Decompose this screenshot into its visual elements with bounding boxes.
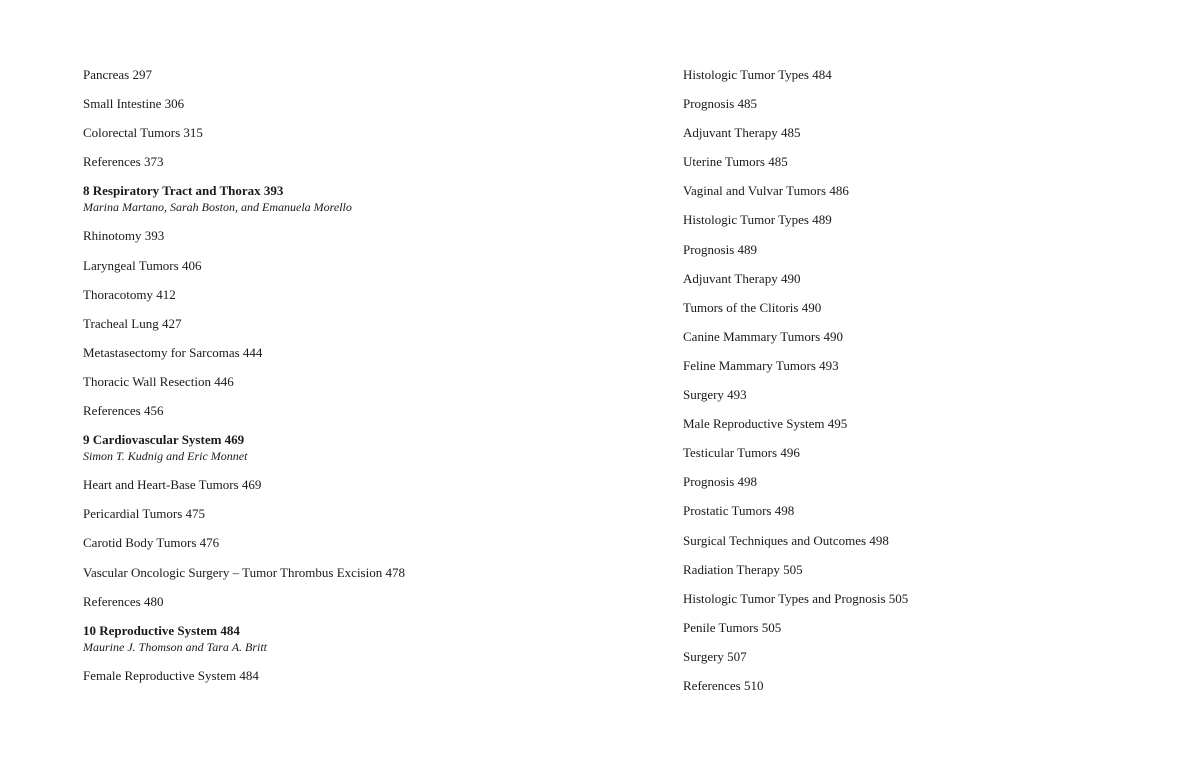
toc-chapter-heading (83, 183, 603, 215)
toc-entry: Pericardial Tumors 475 (83, 506, 206, 522)
toc-chapter-heading (83, 623, 603, 655)
toc-entry: Uterine Tumors 485 (683, 154, 788, 170)
toc-entry: Adjuvant Therapy 490 (683, 270, 801, 286)
toc-entry: Prostatic Tumors 498 (683, 503, 795, 519)
toc-entry: Prognosis 498 (683, 474, 758, 490)
toc-entry: Laryngeal Tumors 406 (83, 257, 202, 273)
toc-entry: Rhinotomy 393 (83, 228, 165, 244)
toc-entry: Tracheal Lung 427 (83, 315, 182, 331)
toc-entry: Adjuvant Therapy 485 (683, 125, 801, 141)
toc-entry: Penile Tumors 505 (683, 619, 782, 635)
chapter-title: 8 Respiratory Tract and Thorax 393 (83, 183, 284, 199)
chapter-authors: Marina Martano, Sarah Boston, and Emanuela Morello (83, 200, 352, 215)
toc-entry: Histologic Tumor Types 484 (683, 67, 832, 82)
toc-entry: Heart and Heart-Base Tumors 469 (83, 477, 262, 493)
toc-entry: References 456 (83, 403, 164, 419)
chapter-authors: Simon T. Kudnig and Eric Monnet (83, 449, 248, 464)
toc-left-column (83, 67, 603, 697)
toc-entry: References 373 (83, 154, 164, 170)
toc-entry: Prognosis 489 (683, 241, 758, 257)
toc-entry: Tumors of the Clitoris 490 (683, 299, 822, 315)
toc-entry: Testicular Tumors 496 (683, 445, 800, 461)
toc-entry: Surgery 493 (683, 387, 747, 403)
toc-entry: Thoracic Wall Resection 446 (83, 373, 234, 389)
toc-entry: Canine Mammary Tumors 490 (683, 328, 843, 344)
toc-entry: Female Reproductive System 484 (83, 667, 259, 683)
toc-entry: Colorectal Tumors 315 (83, 125, 203, 141)
toc-entry: Small Intestine 306 (83, 96, 185, 112)
toc-entry: Metastasectomy for Sarcomas 444 (83, 344, 263, 360)
toc-entry: Surgery 507 (683, 648, 747, 664)
toc-entry: Prognosis 485 (683, 96, 758, 112)
chapter-title: 9 Cardiovascular System 469 (83, 432, 245, 448)
toc-entry: Carotid Body Tumors 476 (83, 535, 220, 551)
toc-chapter-heading (83, 432, 603, 464)
chapter-authors: Maurine J. Thomson and Tara A. Britt (83, 639, 268, 654)
toc-entry: References 510 (683, 677, 764, 693)
chapter-title: 10 Reproductive System 484 (83, 622, 240, 638)
toc-entry: Radiation Therapy 505 (683, 561, 803, 577)
toc-entry: Male Reproductive System 495 (683, 416, 848, 432)
toc-entry: Histologic Tumor Types 489 (683, 212, 832, 228)
toc-entry: Vascular Oncologic Surgery – Tumor Thrombus Excision 478 (83, 564, 405, 580)
toc-right-column (683, 67, 1200, 707)
toc-entry: Pancreas 297 (83, 67, 152, 82)
toc-entry: Vaginal and Vulvar Tumors 486 (683, 183, 849, 199)
toc-entry: References 480 (83, 593, 164, 609)
toc-entry: Feline Mammary Tumors 493 (683, 357, 839, 373)
toc-entry: Histologic Tumor Types and Prognosis 505 (683, 590, 909, 606)
toc-entry: Thoracotomy 412 (83, 286, 176, 302)
toc-entry: Surgical Techniques and Outcomes 498 (683, 532, 889, 548)
